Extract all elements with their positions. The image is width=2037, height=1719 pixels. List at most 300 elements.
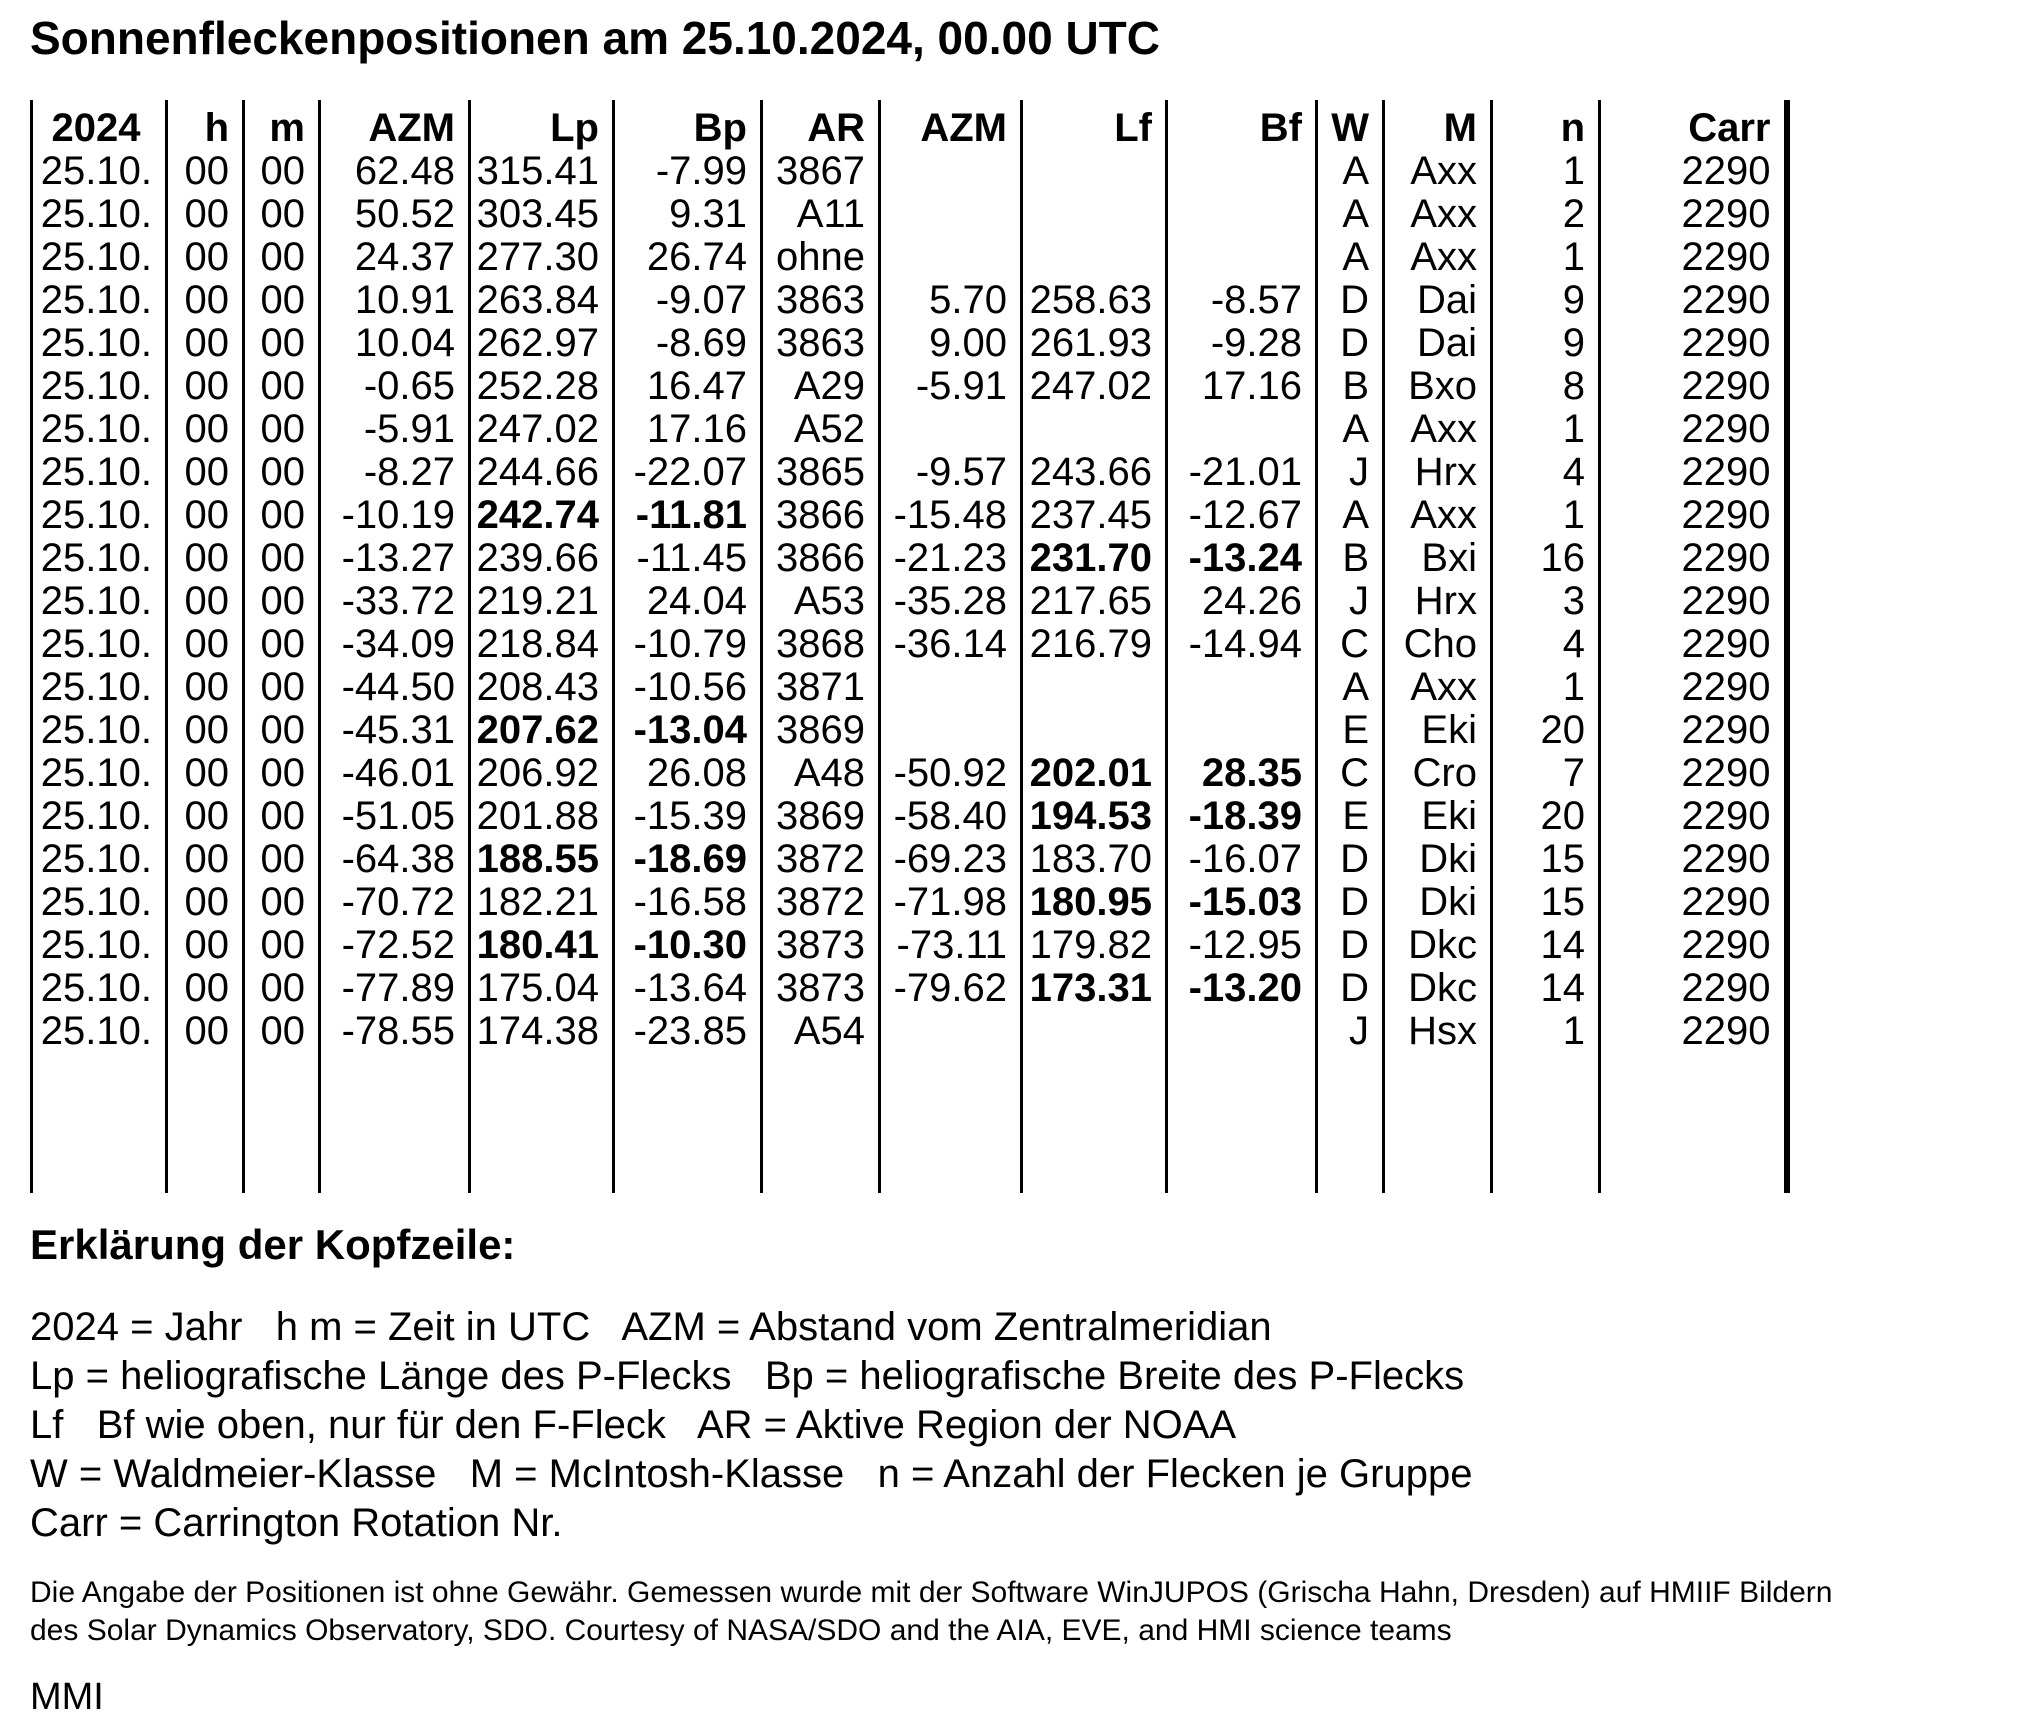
- cell: -5.91: [880, 365, 1022, 408]
- cell: Hrx: [1384, 451, 1492, 494]
- cell: -5.91: [320, 408, 470, 451]
- cell: 7: [1492, 752, 1600, 795]
- cell: B: [1317, 365, 1384, 408]
- cell: 258.63: [1022, 279, 1167, 322]
- cell: 20: [1492, 795, 1600, 838]
- cell: -10.30: [614, 924, 762, 967]
- cell: Axx: [1384, 150, 1492, 193]
- cell: 2290: [1600, 881, 1787, 924]
- cell: [1022, 666, 1167, 709]
- cell: 00: [167, 150, 244, 193]
- cell: -7.99: [614, 150, 762, 193]
- cell: A: [1317, 494, 1384, 537]
- cell: D: [1317, 279, 1384, 322]
- cell: -13.64: [614, 967, 762, 1010]
- cell: 00: [244, 580, 320, 623]
- cell: 25.10.: [32, 623, 167, 666]
- cell: Cro: [1384, 752, 1492, 795]
- cell: 2290: [1600, 967, 1787, 1010]
- disclaimer-line: Die Angabe der Positionen ist ohne Gewähr. Gemessen wurde mit der Software WinJUPOS (Grischa Hahn, Dresden) auf HMIIF Bildern: [30, 1576, 1833, 1610]
- cell: 25.10.: [32, 1010, 167, 1053]
- cell: A: [1317, 236, 1384, 279]
- cell: -8.57: [1167, 279, 1317, 322]
- cell: Dai: [1384, 322, 1492, 365]
- cell: 1: [1492, 494, 1600, 537]
- cell: -9.57: [880, 451, 1022, 494]
- cell: A53: [762, 580, 880, 623]
- cell: 2290: [1600, 322, 1787, 365]
- cell: 25.10.: [32, 967, 167, 1010]
- cell: B: [1317, 537, 1384, 580]
- cell: -16.07: [1167, 838, 1317, 881]
- cell: -72.52: [320, 924, 470, 967]
- cell: 25.10.: [32, 236, 167, 279]
- table-row: [32, 666, 1787, 709]
- cell: 3866: [762, 537, 880, 580]
- cell: 00: [167, 322, 244, 365]
- cell: -13.24: [1167, 537, 1317, 580]
- cell: 50.52: [320, 193, 470, 236]
- cell: 179.82: [1022, 924, 1167, 967]
- cell: Dkc: [1384, 924, 1492, 967]
- cell: -77.89: [320, 967, 470, 1010]
- cell: Axx: [1384, 193, 1492, 236]
- empty-cell: [470, 1053, 614, 1193]
- table-row: [32, 494, 1787, 537]
- cell: 180.41: [470, 924, 614, 967]
- cell: 202.01: [1022, 752, 1167, 795]
- cell: 174.38: [470, 1010, 614, 1053]
- table-row: [32, 1010, 1787, 1053]
- cell: J: [1317, 580, 1384, 623]
- cell: 3: [1492, 580, 1600, 623]
- cell: [880, 666, 1022, 709]
- cell: 16.47: [614, 365, 762, 408]
- cell: 00: [167, 881, 244, 924]
- cell: Axx: [1384, 236, 1492, 279]
- cell: 00: [244, 924, 320, 967]
- cell: -73.11: [880, 924, 1022, 967]
- cell: 00: [244, 881, 320, 924]
- cell: 00: [167, 451, 244, 494]
- sunspot-position-table: [30, 100, 1790, 1193]
- cell: Hrx: [1384, 580, 1492, 623]
- empty-cell: [1600, 1053, 1787, 1193]
- cell: -13.20: [1167, 967, 1317, 1010]
- cell: 2290: [1600, 408, 1787, 451]
- table-row: [32, 709, 1787, 752]
- cell: 277.30: [470, 236, 614, 279]
- cell: 26.08: [614, 752, 762, 795]
- cell: 00: [167, 365, 244, 408]
- cell: 25.10.: [32, 881, 167, 924]
- cell: -15.39: [614, 795, 762, 838]
- signature: MMI: [30, 1676, 104, 1719]
- column-header-lf: Lf: [1022, 100, 1167, 150]
- column-header-ar: AR: [762, 100, 880, 150]
- table-row: [32, 408, 1787, 451]
- cell: -13.04: [614, 709, 762, 752]
- cell: Cho: [1384, 623, 1492, 666]
- cell: 25.10.: [32, 365, 167, 408]
- cell: A: [1317, 193, 1384, 236]
- cell: [880, 150, 1022, 193]
- cell: 188.55: [470, 838, 614, 881]
- cell: 15: [1492, 881, 1600, 924]
- cell: 2290: [1600, 1010, 1787, 1053]
- cell: -33.72: [320, 580, 470, 623]
- cell: 00: [244, 623, 320, 666]
- cell: A29: [762, 365, 880, 408]
- cell: 24.04: [614, 580, 762, 623]
- cell: -50.92: [880, 752, 1022, 795]
- cell: 3865: [762, 451, 880, 494]
- cell: Axx: [1384, 408, 1492, 451]
- cell: 00: [167, 537, 244, 580]
- legend-lines: [30, 1303, 2010, 1548]
- empty-cell: [1492, 1053, 1600, 1193]
- table-row: [32, 193, 1787, 236]
- cell: C: [1317, 752, 1384, 795]
- legend-line: 2024 = Jahr h m = Zeit in UTC AZM = Abstand vom Zentralmeridian: [30, 1305, 1272, 1350]
- cell: 20: [1492, 709, 1600, 752]
- cell: 25.10.: [32, 580, 167, 623]
- column-header-bp: Bp: [614, 100, 762, 150]
- cell: -64.38: [320, 838, 470, 881]
- empty-cell: [614, 1053, 762, 1193]
- cell: 262.97: [470, 322, 614, 365]
- cell: 3872: [762, 881, 880, 924]
- cell: 25.10.: [32, 150, 167, 193]
- cell: 25.10.: [32, 795, 167, 838]
- cell: 219.21: [470, 580, 614, 623]
- cell: A48: [762, 752, 880, 795]
- cell: -0.65: [320, 365, 470, 408]
- cell: 247.02: [1022, 365, 1167, 408]
- cell: 3873: [762, 967, 880, 1010]
- cell: 00: [244, 193, 320, 236]
- cell: [1167, 193, 1317, 236]
- cell: 261.93: [1022, 322, 1167, 365]
- cell: -45.31: [320, 709, 470, 752]
- cell: 25.10.: [32, 752, 167, 795]
- cell: [1167, 709, 1317, 752]
- empty-cell: [32, 1053, 167, 1193]
- cell: Hsx: [1384, 1010, 1492, 1053]
- cell: 3863: [762, 322, 880, 365]
- table-row: [32, 322, 1787, 365]
- cell: 3869: [762, 795, 880, 838]
- cell: 00: [244, 1010, 320, 1053]
- cell: 2290: [1600, 279, 1787, 322]
- cell: 00: [167, 1010, 244, 1053]
- column-header-n: n: [1492, 100, 1600, 150]
- cell: [1022, 408, 1167, 451]
- cell: 252.28: [470, 365, 614, 408]
- cell: -12.95: [1167, 924, 1317, 967]
- cell: 00: [244, 537, 320, 580]
- table-row: [32, 150, 1787, 193]
- empty-cell: [762, 1053, 880, 1193]
- cell: 2290: [1600, 236, 1787, 279]
- table-row: [32, 967, 1787, 1010]
- cell: 2290: [1600, 494, 1787, 537]
- cell: 00: [244, 709, 320, 752]
- cell: 8: [1492, 365, 1600, 408]
- cell: -78.55: [320, 1010, 470, 1053]
- cell: -51.05: [320, 795, 470, 838]
- cell: 25.10.: [32, 193, 167, 236]
- cell: 243.66: [1022, 451, 1167, 494]
- cell: 10.91: [320, 279, 470, 322]
- cell: [1022, 193, 1167, 236]
- cell: A52: [762, 408, 880, 451]
- cell: Eki: [1384, 709, 1492, 752]
- cell: 9: [1492, 279, 1600, 322]
- cell: 3869: [762, 709, 880, 752]
- disclaimer-line: des Solar Dynamics Observatory, SDO. Courtesy of NASA/SDO and the AIA, EVE, and HMI science teams: [30, 1614, 1452, 1648]
- cell: -58.40: [880, 795, 1022, 838]
- cell: 00: [244, 838, 320, 881]
- cell: -21.23: [880, 537, 1022, 580]
- cell: 237.45: [1022, 494, 1167, 537]
- cell: [880, 236, 1022, 279]
- cell: 17.16: [614, 408, 762, 451]
- cell: 2290: [1600, 709, 1787, 752]
- cell: [1167, 150, 1317, 193]
- cell: -46.01: [320, 752, 470, 795]
- table-row: [32, 881, 1787, 924]
- table-empty-space: [32, 1053, 1787, 1193]
- cell: 9.00: [880, 322, 1022, 365]
- cell: 00: [167, 408, 244, 451]
- cell: -8.27: [320, 451, 470, 494]
- cell: A54: [762, 1010, 880, 1053]
- cell: 2290: [1600, 365, 1787, 408]
- cell: [1022, 1010, 1167, 1053]
- cell: 2290: [1600, 537, 1787, 580]
- table-row: [32, 838, 1787, 881]
- cell: 247.02: [470, 408, 614, 451]
- cell: 208.43: [470, 666, 614, 709]
- cell: 244.66: [470, 451, 614, 494]
- table-row: [32, 537, 1787, 580]
- column-header-h: h: [167, 100, 244, 150]
- cell: -70.72: [320, 881, 470, 924]
- cell: -8.69: [614, 322, 762, 365]
- cell: 00: [244, 279, 320, 322]
- cell: -69.23: [880, 838, 1022, 881]
- empty-cell: [1317, 1053, 1384, 1193]
- cell: 00: [167, 709, 244, 752]
- column-header-bf: Bf: [1167, 100, 1317, 150]
- cell: Axx: [1384, 494, 1492, 537]
- cell: 231.70: [1022, 537, 1167, 580]
- cell: -9.07: [614, 279, 762, 322]
- cell: -44.50: [320, 666, 470, 709]
- cell: [1022, 236, 1167, 279]
- cell: Bxi: [1384, 537, 1492, 580]
- cell: 217.65: [1022, 580, 1167, 623]
- cell: 1: [1492, 236, 1600, 279]
- cell: A11: [762, 193, 880, 236]
- cell: 25.10.: [32, 494, 167, 537]
- table-row: [32, 451, 1787, 494]
- cell: 00: [244, 666, 320, 709]
- cell: C: [1317, 623, 1384, 666]
- column-header-azm: AZM: [320, 100, 470, 150]
- cell: 14: [1492, 924, 1600, 967]
- cell: 1: [1492, 150, 1600, 193]
- table-row: [32, 580, 1787, 623]
- cell: 207.62: [470, 709, 614, 752]
- cell: 25.10.: [32, 279, 167, 322]
- cell: Bxo: [1384, 365, 1492, 408]
- cell: 2290: [1600, 795, 1787, 838]
- cell: [1167, 666, 1317, 709]
- cell: [1167, 1010, 1317, 1053]
- cell: 2290: [1600, 924, 1787, 967]
- column-header-lp: Lp: [470, 100, 614, 150]
- cell: J: [1317, 451, 1384, 494]
- cell: 1: [1492, 1010, 1600, 1053]
- cell: 00: [167, 279, 244, 322]
- cell: [1022, 709, 1167, 752]
- cell: 4: [1492, 451, 1600, 494]
- cell: -35.28: [880, 580, 1022, 623]
- cell: 182.21: [470, 881, 614, 924]
- cell: 3871: [762, 666, 880, 709]
- legend-line: W = Waldmeier-Klasse M = McIntosh-Klasse n = Anzahl der Flecken je Gruppe: [30, 1452, 1473, 1497]
- cell: 25.10.: [32, 451, 167, 494]
- cell: -11.45: [614, 537, 762, 580]
- cell: 242.74: [470, 494, 614, 537]
- cell: 194.53: [1022, 795, 1167, 838]
- cell: 14: [1492, 967, 1600, 1010]
- cell: 173.31: [1022, 967, 1167, 1010]
- cell: A: [1317, 666, 1384, 709]
- cell: 00: [244, 322, 320, 365]
- cell: 3872: [762, 838, 880, 881]
- legend-heading: Erklärung der Kopfzeile:: [30, 1221, 516, 1269]
- cell: 00: [167, 924, 244, 967]
- cell: 3868: [762, 623, 880, 666]
- cell: 5.70: [880, 279, 1022, 322]
- table-row: [32, 924, 1787, 967]
- cell: -22.07: [614, 451, 762, 494]
- cell: 239.66: [470, 537, 614, 580]
- cell: 3873: [762, 924, 880, 967]
- cell: -18.39: [1167, 795, 1317, 838]
- cell: 00: [244, 967, 320, 1010]
- empty-cell: [1384, 1053, 1492, 1193]
- cell: -34.09: [320, 623, 470, 666]
- cell: [880, 408, 1022, 451]
- cell: [880, 193, 1022, 236]
- cell: 00: [167, 580, 244, 623]
- cell: -10.56: [614, 666, 762, 709]
- cell: 00: [167, 236, 244, 279]
- cell: 00: [167, 623, 244, 666]
- cell: 25.10.: [32, 666, 167, 709]
- cell: Dki: [1384, 838, 1492, 881]
- cell: 201.88: [470, 795, 614, 838]
- cell: 303.45: [470, 193, 614, 236]
- cell: Dkc: [1384, 967, 1492, 1010]
- cell: 2290: [1600, 193, 1787, 236]
- cell: [1022, 150, 1167, 193]
- cell: 2290: [1600, 752, 1787, 795]
- cell: 2290: [1600, 150, 1787, 193]
- cell: D: [1317, 924, 1384, 967]
- cell: 183.70: [1022, 838, 1167, 881]
- cell: 62.48: [320, 150, 470, 193]
- cell: 25.10.: [32, 537, 167, 580]
- cell: A: [1317, 150, 1384, 193]
- table-row: [32, 623, 1787, 666]
- cell: [1167, 236, 1317, 279]
- cell: 00: [167, 752, 244, 795]
- table-row: [32, 236, 1787, 279]
- cell: 2290: [1600, 451, 1787, 494]
- cell: -21.01: [1167, 451, 1317, 494]
- cell: 2: [1492, 193, 1600, 236]
- cell: 206.92: [470, 752, 614, 795]
- column-header-carr: Carr: [1600, 100, 1787, 150]
- column-header-azm-f: AZM: [880, 100, 1022, 150]
- legend-line: Carr = Carrington Rotation Nr.: [30, 1501, 563, 1546]
- cell: -14.94: [1167, 623, 1317, 666]
- cell: J: [1317, 1010, 1384, 1053]
- cell: 4: [1492, 623, 1600, 666]
- cell: 218.84: [470, 623, 614, 666]
- cell: E: [1317, 795, 1384, 838]
- cell: [880, 709, 1022, 752]
- cell: D: [1317, 881, 1384, 924]
- cell: 3866: [762, 494, 880, 537]
- cell: 00: [244, 795, 320, 838]
- cell: 9: [1492, 322, 1600, 365]
- cell: 15: [1492, 838, 1600, 881]
- cell: 25.10.: [32, 924, 167, 967]
- cell: 24.37: [320, 236, 470, 279]
- cell: -15.03: [1167, 881, 1317, 924]
- cell: 00: [244, 150, 320, 193]
- cell: 2290: [1600, 580, 1787, 623]
- cell: -23.85: [614, 1010, 762, 1053]
- cell: 10.04: [320, 322, 470, 365]
- cell: -79.62: [880, 967, 1022, 1010]
- cell: Dki: [1384, 881, 1492, 924]
- cell: -36.14: [880, 623, 1022, 666]
- cell: -71.98: [880, 881, 1022, 924]
- cell: 17.16: [1167, 365, 1317, 408]
- cell: 2290: [1600, 623, 1787, 666]
- empty-cell: [320, 1053, 470, 1193]
- legend-section: [30, 1221, 2010, 1548]
- disclaimer: [30, 1574, 2010, 1650]
- empty-cell: [167, 1053, 244, 1193]
- cell: D: [1317, 838, 1384, 881]
- cell: 25.10.: [32, 322, 167, 365]
- cell: 00: [167, 795, 244, 838]
- legend-line: Lp = heliografische Länge des P-Flecks Bp = heliografische Breite des P-Flecks: [30, 1354, 1465, 1399]
- cell: 00: [244, 408, 320, 451]
- cell: -16.58: [614, 881, 762, 924]
- cell: 25.10.: [32, 408, 167, 451]
- cell: 00: [244, 752, 320, 795]
- cell: [1167, 408, 1317, 451]
